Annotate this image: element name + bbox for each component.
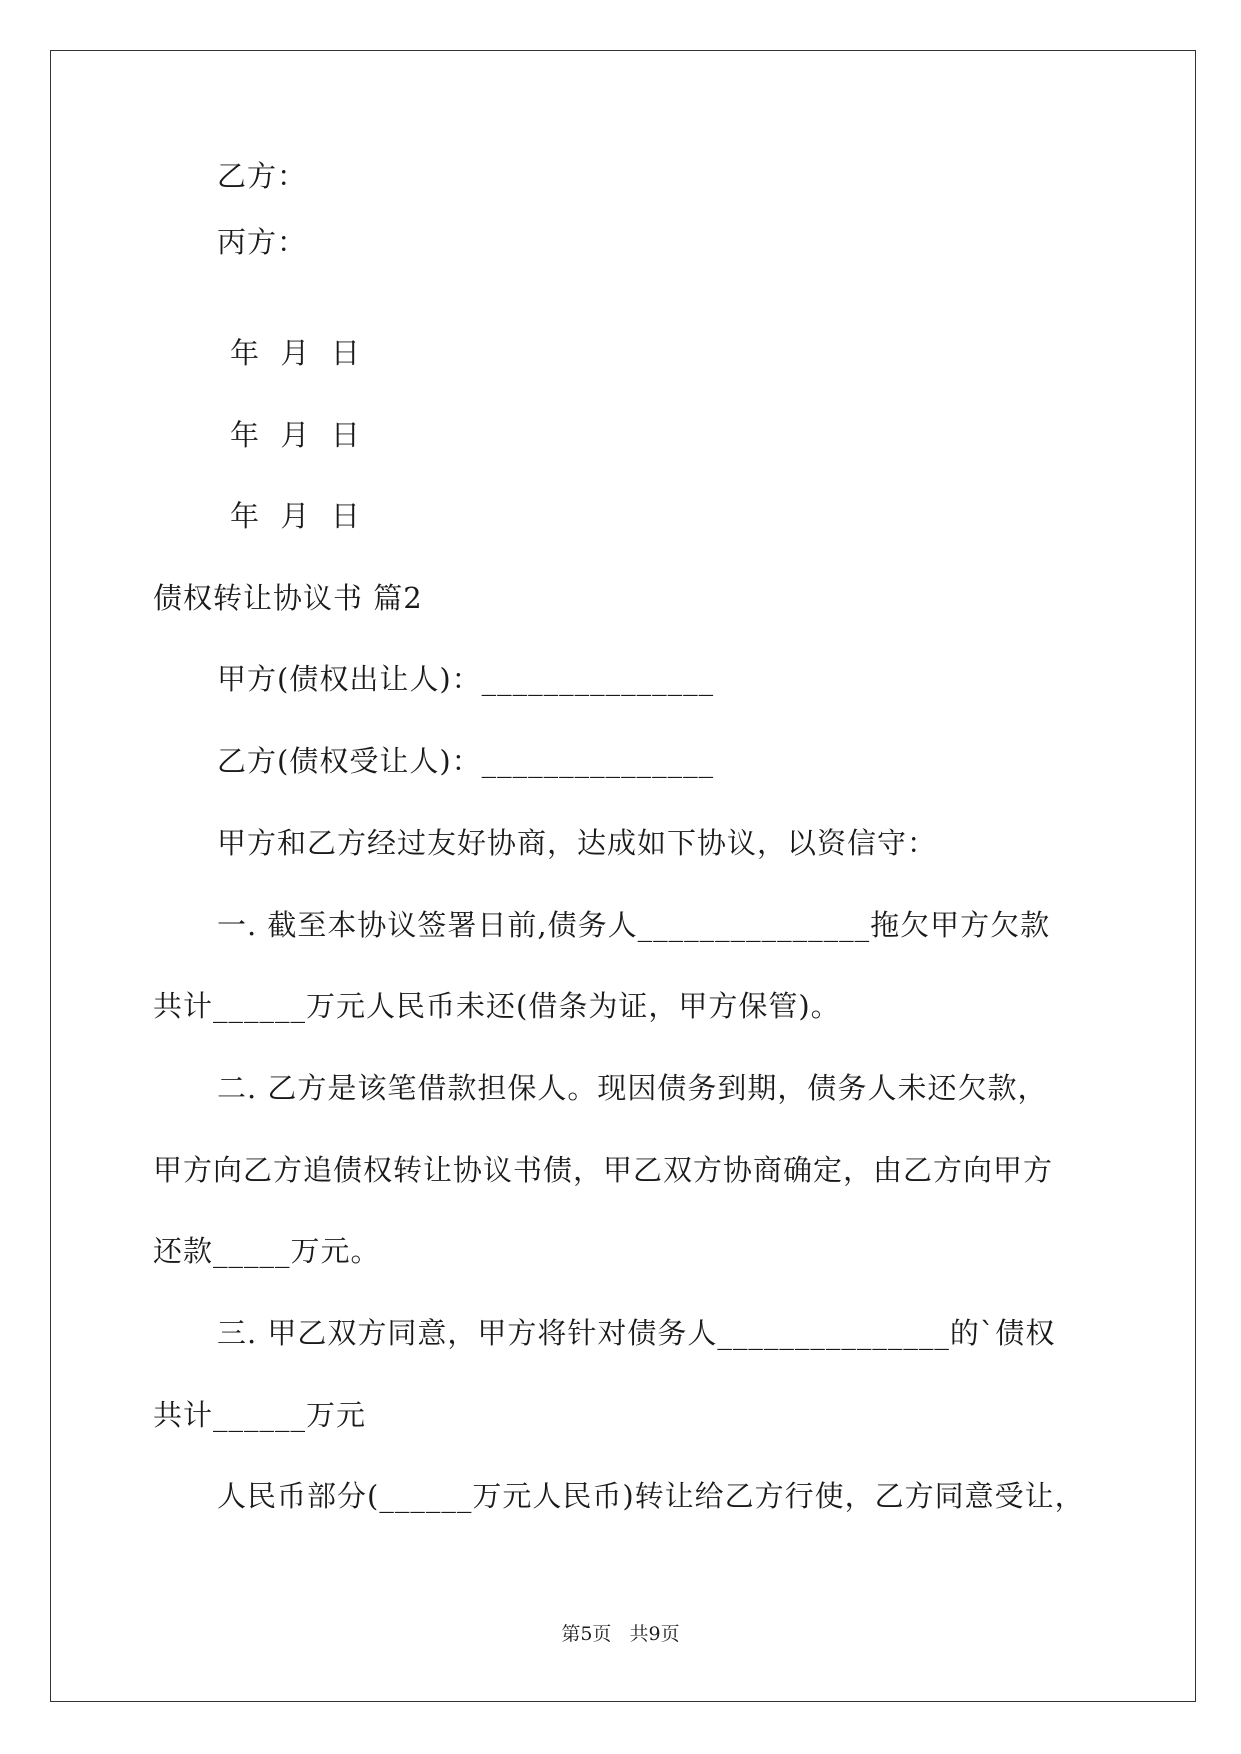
clause-1-line-1: 一. 截至本协议签署日前,债务人_______________拖欠甲方欠款 [217, 908, 1051, 942]
paragraph-intro: 甲方和乙方经过友好协商，达成如下协议，以资信守： [217, 826, 938, 860]
clause-2-line-3: 还款_____万元。 [153, 1234, 381, 1268]
clause-1-line-2: 共计______万元人民币未还(借条为证，甲方保管)。 [153, 989, 841, 1023]
clause-3-line-3: 人民币部分(______万元人民币)转让给乙方行使，乙方同意受让， [217, 1479, 1085, 1513]
clause-2-line-1: 二. 乙方是该笔借款担保人。现因债务到期，债务人未还欠款， [217, 1071, 1048, 1105]
party-b-line: 乙方(债权受让人)：_______________ [217, 744, 715, 778]
party-a-line: 甲方(债权出让人)：_______________ [217, 662, 715, 696]
page-border [50, 50, 1196, 1702]
clause-3-line-2: 共计______万元 [153, 1398, 367, 1432]
section-title: 债权转让协议书 篇2 [153, 581, 423, 615]
page-number: 第5页 共9页 [561, 1623, 680, 1645]
party-c-signature-label: 丙方： [217, 225, 308, 259]
clause-2-line-2: 甲方向乙方追债权转让协议书债，甲乙双方协商确定，由乙方向甲方 [153, 1153, 1054, 1187]
clause-3-line-1: 三. 甲乙双方同意，甲方将针对债务人_______________的`债权 [217, 1316, 1056, 1350]
signature-date-1: 年 月 日 [230, 336, 361, 370]
signature-date-2: 年 月 日 [230, 418, 361, 452]
signature-date-3: 年 月 日 [230, 499, 361, 533]
party-b-signature-label: 乙方： [217, 159, 308, 193]
